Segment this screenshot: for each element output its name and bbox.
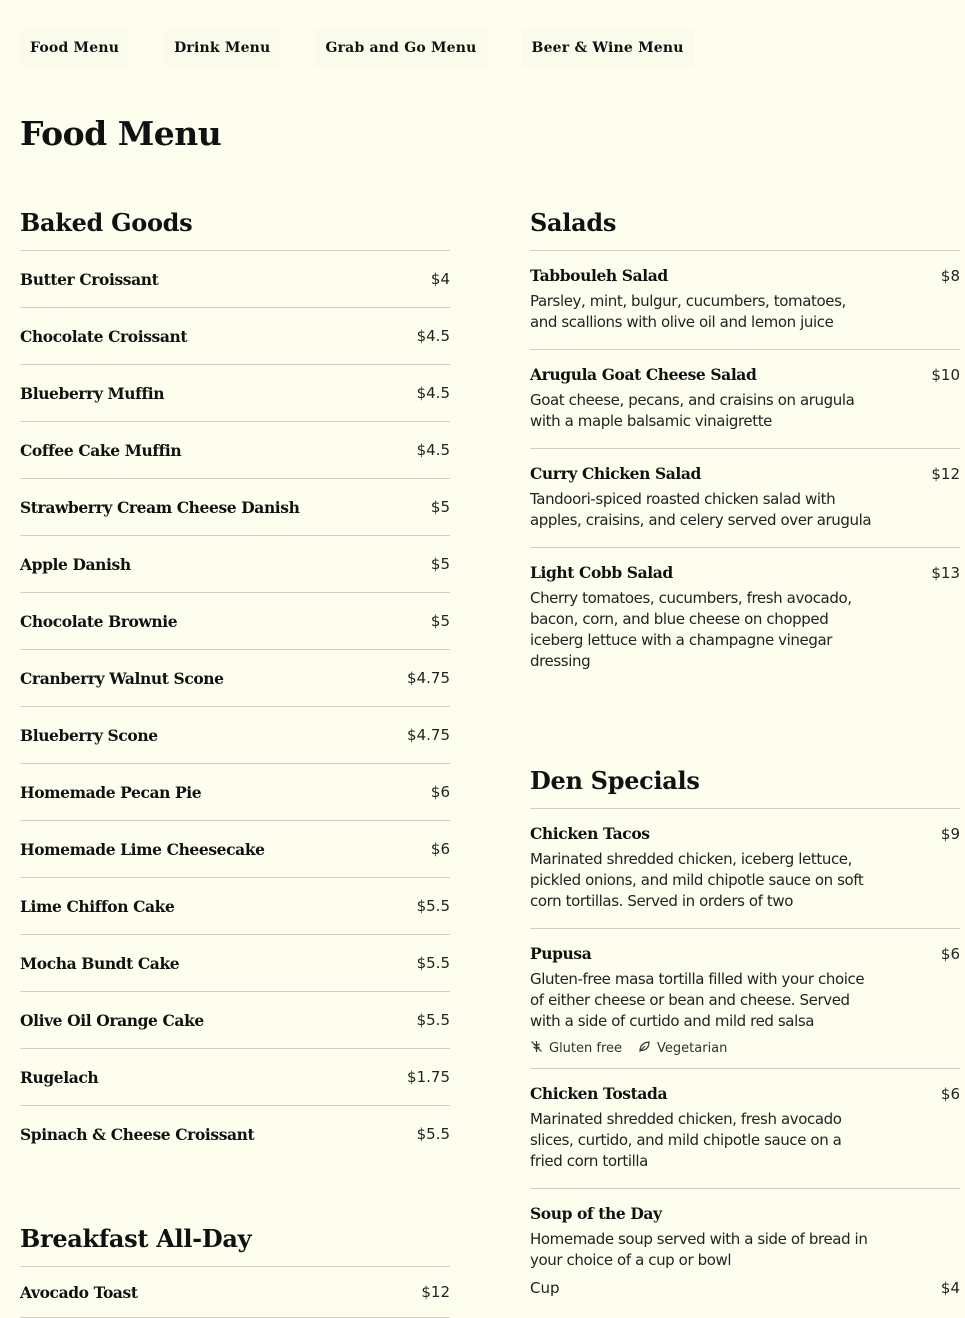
item-price: $6 — [940, 945, 960, 963]
menu-item — [20, 536, 450, 593]
item-price: $4.5 — [416, 327, 450, 345]
menu-item — [530, 449, 960, 548]
item-name: Rugelach — [20, 1067, 99, 1087]
item-price: $12 — [931, 465, 960, 483]
baked-goods-section — [20, 208, 450, 1162]
item-name: Mocha Bundt Cake — [20, 953, 180, 973]
menu-item — [20, 251, 450, 308]
menu-item — [20, 593, 450, 650]
menu-item — [20, 821, 450, 878]
serving-option — [530, 1279, 960, 1297]
item-price: $4.75 — [407, 726, 450, 744]
item-description: Marinated shredded chicken, fresh avocado slices, curtido, and mild chipotle sauce on a fried corn tortilla — [530, 1110, 842, 1170]
item-name: Homemade Lime Cheesecake — [20, 839, 265, 859]
menu-item — [20, 1267, 450, 1318]
item-price: $1.75 — [407, 1068, 450, 1086]
item-name: Chocolate Brownie — [20, 611, 178, 631]
menu-item — [530, 1069, 960, 1189]
option-label: Cup — [530, 1279, 560, 1297]
item-description: Cherry tomatoes, cucumbers, fresh avocado, bacon, corn, and blue cheese on chopped iceberg lettuce with a champagne vinegar dressing — [530, 589, 852, 670]
menu-item — [530, 929, 960, 1069]
menu-item — [20, 308, 450, 365]
section-title-breakfast: Breakfast All-Day — [20, 1224, 450, 1267]
den-specials-section — [530, 766, 960, 1313]
item-description: Homemade soup served with a side of bread in your choice of a cup or bowl — [530, 1230, 868, 1269]
menu-item — [20, 365, 450, 422]
item-name: Blueberry Scone — [20, 725, 158, 745]
item-price: $5 — [430, 612, 450, 630]
tab-grab-and-go-menu[interactable]: Grab and Go Menu — [315, 28, 486, 68]
menu-item — [20, 935, 450, 992]
item-name: Butter Croissant — [20, 269, 159, 289]
item-description: Tandoori-spiced roasted chicken salad with apples, craisins, and celery served over arugula — [530, 490, 872, 529]
item-name: Olive Oil Orange Cake — [20, 1010, 204, 1030]
tag-label: Vegetarian — [657, 1040, 728, 1056]
item-price: $4.5 — [416, 441, 450, 459]
item-price: $10 — [931, 366, 960, 384]
item-description: Parsley, mint, bulgur, cucumbers, tomatoes, and scallions with olive oil and lemon juice — [530, 292, 846, 331]
section-title-den-specials: Den Specials — [530, 766, 960, 809]
menu-item — [530, 1189, 960, 1313]
dietary-tags — [530, 1040, 960, 1056]
item-price: $4.75 — [407, 669, 450, 687]
item-name: Chicken Tostada — [530, 1084, 668, 1103]
item-name: Tabbouleh Salad — [530, 266, 668, 285]
item-name: Lime Chiffon Cake — [20, 896, 175, 916]
item-name: Homemade Pecan Pie — [20, 782, 202, 802]
item-price: $6 — [430, 783, 450, 801]
item-name: Arugula Goat Cheese Salad — [530, 365, 757, 384]
menu-item — [20, 1049, 450, 1106]
item-price: $13 — [931, 564, 960, 582]
item-price: $5.5 — [416, 1125, 450, 1143]
item-price: $5.5 — [416, 954, 450, 972]
item-name: Light Cobb Salad — [530, 563, 673, 582]
tab-beer-wine-menu[interactable]: Beer & Wine Menu — [522, 28, 694, 68]
menu-item — [20, 1106, 450, 1162]
item-name: Strawberry Cream Cheese Danish — [20, 497, 300, 517]
item-price: $6 — [940, 1085, 960, 1103]
menu-item — [20, 764, 450, 821]
option-price: $4 — [940, 1279, 960, 1297]
menu-item — [530, 809, 960, 929]
salads-section — [530, 208, 960, 688]
item-name: Chocolate Croissant — [20, 326, 188, 346]
menu-item — [20, 422, 450, 479]
item-name: Soup of the Day — [530, 1204, 662, 1223]
item-name: Pupusa — [530, 944, 592, 963]
menu-item — [20, 650, 450, 707]
section-title-baked-goods: Baked Goods — [20, 208, 450, 251]
tag-gluten-free — [530, 1040, 622, 1056]
item-description: Gluten-free masa tortilla filled with your choice of either cheese or bean and cheese. Served with a side of curtido and mild red salsa — [530, 970, 865, 1030]
item-name: Chicken Tacos — [530, 824, 650, 843]
breakfast-section — [20, 1224, 450, 1318]
item-price: $12 — [421, 1283, 450, 1301]
item-price: $4.5 — [416, 384, 450, 402]
gluten-free-icon — [530, 1040, 543, 1056]
section-title-salads: Salads — [530, 208, 960, 251]
menu-item — [20, 992, 450, 1049]
menu-item — [530, 548, 960, 688]
item-price: $5.5 — [416, 1011, 450, 1029]
tab-food-menu[interactable]: Food Menu — [20, 28, 129, 68]
menu-item — [20, 878, 450, 935]
item-price: $8 — [940, 267, 960, 285]
item-name: Spinach & Cheese Croissant — [20, 1124, 255, 1144]
menu-item — [530, 350, 960, 449]
item-name: Curry Chicken Salad — [530, 464, 701, 483]
tag-vegetarian — [638, 1040, 727, 1056]
menu-item — [20, 707, 450, 764]
leaf-icon — [638, 1040, 651, 1056]
item-price: $5 — [430, 555, 450, 573]
menu-item — [530, 251, 960, 350]
item-price: $5.5 — [416, 897, 450, 915]
item-description: Marinated shredded chicken, iceberg lettuce, pickled onions, and mild chipotle sauce on soft corn tortillas. Served in orders of two — [530, 850, 864, 910]
item-name: Coffee Cake Muffin — [20, 440, 182, 460]
tab-drink-menu[interactable]: Drink Menu — [164, 28, 280, 68]
item-name: Blueberry Muffin — [20, 383, 165, 403]
item-price: $5 — [430, 498, 450, 516]
item-name: Apple Danish — [20, 554, 131, 574]
item-price: $6 — [430, 840, 450, 858]
item-price: $9 — [940, 825, 960, 843]
item-description: Goat cheese, pecans, and craisins on arugula with a maple balsamic vinaigrette — [530, 391, 855, 430]
page-title: Food Menu — [20, 114, 222, 153]
tag-label: Gluten free — [549, 1040, 623, 1056]
menu-item — [20, 479, 450, 536]
item-name: Avocado Toast — [20, 1282, 138, 1302]
menu-nav — [20, 28, 729, 68]
item-name: Cranberry Walnut Scone — [20, 668, 224, 688]
item-price: $4 — [430, 270, 450, 288]
